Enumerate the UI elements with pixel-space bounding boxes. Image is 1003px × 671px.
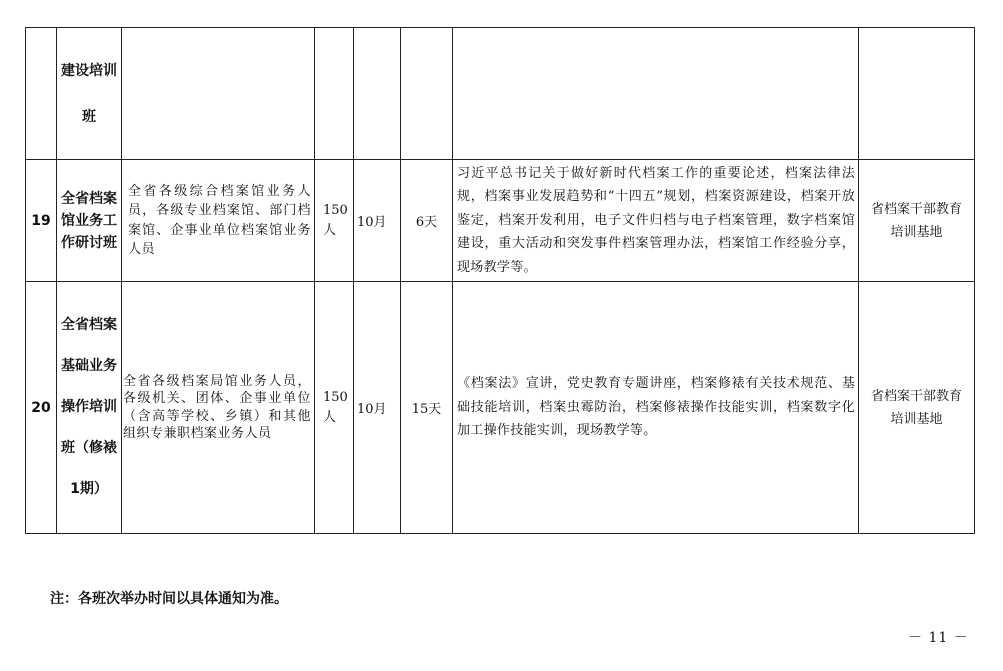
table-row (26, 160, 975, 282)
participant-count: 150人 (315, 282, 354, 534)
participant-count: 150人 (315, 160, 354, 282)
organizer: 省档案干部教育培训基地 (859, 160, 975, 282)
training-content (453, 28, 859, 160)
training-content: 《档案法》宣讲，党史教育专题讲座，档案修裱有关技术规范、基础技能培训，档案虫霉防治，档案修裱操作技能实训，档案数字化加工操作技能实训，现场教学等。 (453, 282, 859, 534)
row-number (26, 28, 57, 160)
training-month (354, 28, 401, 160)
class-name-cell (57, 282, 122, 534)
training-content: 习近平总书记关于做好新时代档案工作的重要论述，档案法律法规，档案事业发展趋势和“十四五”规划，档案资源建设，档案开放鉴定，档案开发利用，电子文件归档与电子档案管理，数字档案馆建设，重大活动和突发事件档案管理办法，档案馆工作经验分享，现场教学等。 (453, 160, 859, 282)
training-object: 全省各级档案局馆业务人员，各级机关、团体、企事业单位（含高等学校、乡镇）和其他组织专兼职档案业务人员 (122, 282, 315, 534)
training-month: 10月 (354, 282, 401, 534)
training-plan-table (25, 27, 975, 534)
training-month: 10月 (354, 160, 401, 282)
training-object: 全省各级综合档案馆业务人员，各级专业档案馆、部门档案馆、企事业单位档案馆业务人员 (122, 160, 315, 282)
organizer (859, 28, 975, 160)
class-name: 全省档案基础业务操作培训班（修裱1期） (61, 317, 117, 497)
training-days: 6天 (401, 160, 453, 282)
class-name: 全省档案馆业务工作研讨班 (61, 190, 117, 251)
class-name-cell (57, 28, 122, 160)
table-row (26, 28, 975, 160)
class-name: 建设培训班 (61, 62, 117, 125)
training-days (401, 28, 453, 160)
participant-count (315, 28, 354, 160)
row-number: 20 (26, 282, 57, 534)
organizer: 省档案干部教育培训基地 (859, 282, 975, 534)
table-row (26, 282, 975, 534)
training-object (122, 28, 315, 160)
footnote: 注：各班次举办时间以具体通知为准。 (50, 591, 288, 607)
row-number: 19 (26, 160, 57, 282)
training-days: 15天 (401, 282, 453, 534)
class-name-cell (57, 160, 122, 282)
page-number: － 11 － (908, 630, 969, 646)
